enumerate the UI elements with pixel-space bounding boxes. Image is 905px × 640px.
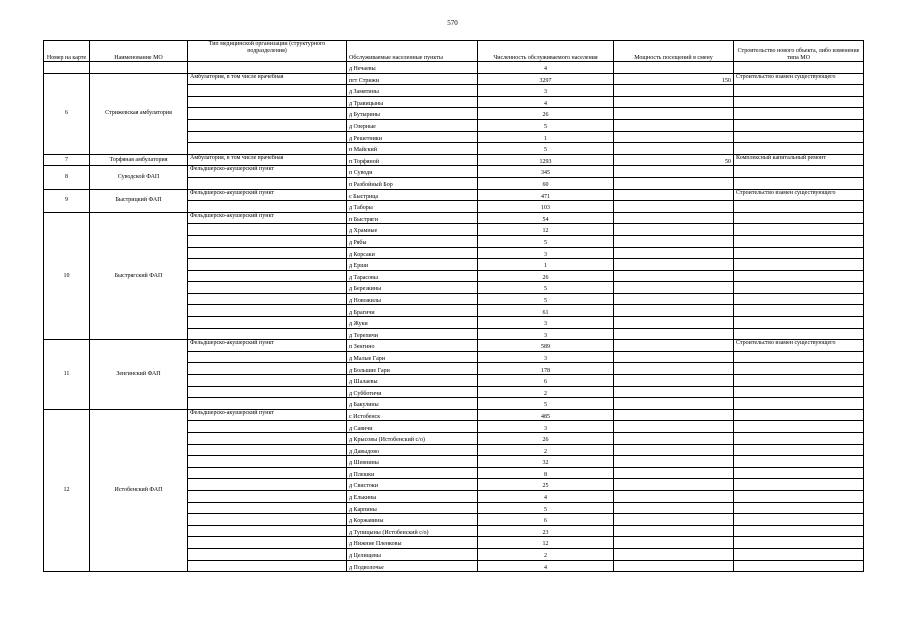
map-number-cell: 9 [44, 189, 90, 212]
settlement-cell: д Храмные [347, 224, 478, 236]
org-type-cell [188, 177, 347, 189]
capacity-cell [614, 479, 734, 491]
capacity-cell [614, 537, 734, 549]
construction-cell [734, 351, 864, 363]
construction-cell [734, 62, 864, 74]
org-type-cell: Фельдшерско-акушерский пункт [188, 340, 347, 352]
map-number-cell: 10 [44, 212, 90, 340]
map-number-cell [44, 62, 90, 74]
population-cell: 103 [478, 201, 614, 213]
construction-cell [734, 363, 864, 375]
construction-cell [734, 398, 864, 410]
settlement-cell: д Шевнины [347, 456, 478, 468]
construction-cell [734, 293, 864, 305]
population-cell: 5 [478, 119, 614, 131]
settlement-cell: п Суводи [347, 166, 478, 178]
capacity-cell [614, 259, 734, 271]
construction-cell [734, 166, 864, 178]
capacity-cell [614, 293, 734, 305]
construction-cell [734, 224, 864, 236]
settlement-cell: д Давыдово [347, 444, 478, 456]
population-cell: 2 [478, 386, 614, 398]
settlement-cell: д Плешки [347, 467, 478, 479]
settlement-cell: д Малые Гари [347, 351, 478, 363]
population-cell: 5 [478, 293, 614, 305]
settlement-cell: п Быстряги [347, 212, 478, 224]
capacity-cell [614, 398, 734, 410]
capacity-cell [614, 143, 734, 155]
construction-cell [734, 537, 864, 549]
settlement-cell: д Шалаевы [347, 375, 478, 387]
org-type-cell: Фельдшерско-акушерский пункт [188, 166, 347, 178]
header-construction: Строительство нового объекта, либо изменение типа МО [734, 41, 864, 62]
population-cell: 1293 [478, 154, 614, 166]
settlement-cell: д Замятины [347, 85, 478, 97]
org-type-cell [188, 259, 347, 271]
construction-cell [734, 201, 864, 213]
settlement-cell: д Корсаки [347, 247, 478, 259]
table-row [44, 154, 864, 166]
page-number: 570 [447, 19, 458, 27]
population-cell: 471 [478, 189, 614, 201]
settlement-cell: с Быстрица [347, 189, 478, 201]
capacity-cell [614, 467, 734, 479]
construction-cell [734, 456, 864, 468]
construction-cell [734, 502, 864, 514]
settlement-cell: д Целищевы [347, 548, 478, 560]
population-cell: 1 [478, 259, 614, 271]
construction-cell [734, 467, 864, 479]
settlement-cell: д Нечаевы [347, 62, 478, 74]
capacity-cell [614, 62, 734, 74]
settlement-cell: д Рябы [347, 235, 478, 247]
org-type-cell [188, 305, 347, 317]
settlement-cell: д Подволочье [347, 560, 478, 572]
org-type-cell [188, 108, 347, 120]
settlement-cell: п Майский [347, 143, 478, 155]
population-cell: 23 [478, 525, 614, 537]
population-cell: 3 [478, 421, 614, 433]
org-type-cell [188, 96, 347, 108]
settlement-cell: д Свистоки [347, 479, 478, 491]
medical-facilities-table [43, 40, 864, 572]
construction-cell [734, 108, 864, 120]
table-row [44, 409, 864, 421]
capacity-cell [614, 363, 734, 375]
capacity-cell: 150 [614, 73, 734, 85]
org-type-cell [188, 224, 347, 236]
mo-name-cell: Стрижевская амбулатория [90, 73, 188, 154]
construction-cell [734, 560, 864, 572]
table-row [44, 62, 864, 74]
population-cell: 8 [478, 467, 614, 479]
table-row [44, 166, 864, 178]
construction-cell [734, 177, 864, 189]
capacity-cell [614, 375, 734, 387]
org-type-cell [188, 270, 347, 282]
settlement-cell: пгт Стрижи [347, 73, 478, 85]
population-cell: 6 [478, 375, 614, 387]
header-settlements: Обслуживаемые населенные пункты [347, 41, 478, 62]
header-population: Численность обслуживаемого населения [478, 41, 614, 62]
capacity-cell [614, 131, 734, 143]
population-cell: 5 [478, 282, 614, 294]
org-type-cell [188, 479, 347, 491]
population-cell: 2 [478, 444, 614, 456]
settlement-cell: д Травицыны [347, 96, 478, 108]
capacity-cell [614, 212, 734, 224]
table-body [44, 62, 864, 572]
capacity-cell [614, 177, 734, 189]
org-type-cell [188, 235, 347, 247]
population-cell: 26 [478, 270, 614, 282]
construction-cell: Комплексный капитальный ремонт [734, 154, 864, 166]
org-type-cell [188, 490, 347, 502]
construction-cell [734, 548, 864, 560]
population-cell: 5 [478, 398, 614, 410]
construction-cell [734, 259, 864, 271]
table-row [44, 189, 864, 201]
org-type-cell: Амбулатория, в том числе врачебная [188, 154, 347, 166]
org-type-cell [188, 351, 347, 363]
population-cell: 3 [478, 351, 614, 363]
header-org-type: Тип медицинской организации (структурного подразделения) [188, 41, 347, 62]
population-cell: 26 [478, 433, 614, 445]
settlement-cell: д Тарасовы [347, 270, 478, 282]
population-cell: 2 [478, 548, 614, 560]
org-type-cell [188, 560, 347, 572]
org-type-cell: Фельдшерско-акушерский пункт [188, 409, 347, 421]
settlement-cell: д Ерши [347, 259, 478, 271]
mo-name-cell: Быстрицкий ФАП [90, 189, 188, 212]
capacity-cell [614, 456, 734, 468]
org-type-cell [188, 62, 347, 74]
org-type-cell [188, 537, 347, 549]
org-type-cell: Фельдшерско-акушерский пункт [188, 212, 347, 224]
construction-cell: Строительство взамен существующего [734, 340, 864, 352]
org-type-cell [188, 514, 347, 526]
header-capacity: Мощность посещений в смену [614, 41, 734, 62]
construction-cell [734, 490, 864, 502]
capacity-cell [614, 317, 734, 329]
header-mo-name: Наименование МО [90, 41, 188, 62]
construction-cell [734, 479, 864, 491]
capacity-cell [614, 560, 734, 572]
construction-cell: Строительство взамен существующего [734, 73, 864, 85]
settlement-cell: д Большие Гари [347, 363, 478, 375]
construction-cell [734, 305, 864, 317]
capacity-cell [614, 166, 734, 178]
settlement-cell: д Новожилы [347, 293, 478, 305]
population-cell: 3 [478, 328, 614, 340]
capacity-cell [614, 305, 734, 317]
org-type-cell [188, 85, 347, 97]
population-cell: 6 [478, 514, 614, 526]
population-cell: 4 [478, 560, 614, 572]
population-cell: 61 [478, 305, 614, 317]
mo-name-cell: Торфяная амбулатория [90, 154, 188, 166]
population-cell: 4 [478, 96, 614, 108]
settlement-cell: д Терепичи [347, 328, 478, 340]
table-row [44, 73, 864, 85]
mo-name-cell [90, 62, 188, 74]
construction-cell [734, 444, 864, 456]
construction-cell [734, 409, 864, 421]
org-type-cell [188, 131, 347, 143]
capacity-cell [614, 444, 734, 456]
capacity-cell [614, 282, 734, 294]
header-map-number: Номер на карте [44, 41, 90, 62]
population-cell: 60 [478, 177, 614, 189]
mo-name-cell: Зенгинский ФАП [90, 340, 188, 410]
capacity-cell: 50 [614, 154, 734, 166]
org-type-cell [188, 363, 347, 375]
mo-name-cell: Быстрягский ФАП [90, 212, 188, 340]
settlement-cell: д Озерные [347, 119, 478, 131]
construction-cell: Строительство взамен существующего [734, 189, 864, 201]
capacity-cell [614, 548, 734, 560]
map-number-cell: 6 [44, 73, 90, 154]
org-type-cell [188, 548, 347, 560]
population-cell: 345 [478, 166, 614, 178]
construction-cell [734, 317, 864, 329]
capacity-cell [614, 340, 734, 352]
org-type-cell [188, 328, 347, 340]
population-cell: 5 [478, 143, 614, 155]
settlement-cell: д Решетники [347, 131, 478, 143]
settlement-cell: д Бутырины [347, 108, 478, 120]
settlement-cell: д Савичи [347, 421, 478, 433]
construction-cell [734, 328, 864, 340]
org-type-cell [188, 467, 347, 479]
capacity-cell [614, 351, 734, 363]
settlement-cell: д Субботичи [347, 386, 478, 398]
construction-cell [734, 96, 864, 108]
population-cell: 3297 [478, 73, 614, 85]
capacity-cell [614, 85, 734, 97]
table-row [44, 340, 864, 352]
capacity-cell [614, 235, 734, 247]
construction-cell [734, 375, 864, 387]
settlement-cell: д Жуки [347, 317, 478, 329]
map-number-cell: 12 [44, 409, 90, 571]
org-type-cell [188, 317, 347, 329]
capacity-cell [614, 247, 734, 259]
population-cell: 178 [478, 363, 614, 375]
settlement-cell: п Торфяной [347, 154, 478, 166]
mo-name-cell: Суводской ФАП [90, 166, 188, 189]
org-type-cell [188, 119, 347, 131]
settlement-cell: д Таборы [347, 201, 478, 213]
construction-cell [734, 119, 864, 131]
org-type-cell [188, 525, 347, 537]
construction-cell [734, 85, 864, 97]
settlement-cell: д Коржавины [347, 514, 478, 526]
population-cell: 32 [478, 456, 614, 468]
settlement-cell: д Карпины [347, 502, 478, 514]
construction-cell [734, 212, 864, 224]
construction-cell [734, 235, 864, 247]
mo-name-cell: Истобенский ФАП [90, 409, 188, 571]
table-header-row [44, 41, 864, 62]
construction-cell [734, 386, 864, 398]
org-type-cell: Фельдшерско-акушерский пункт [188, 189, 347, 201]
org-type-cell: Амбулатория, в том числе врачебная [188, 73, 347, 85]
population-cell: 3 [478, 317, 614, 329]
org-type-cell [188, 502, 347, 514]
population-cell: 1 [478, 131, 614, 143]
capacity-cell [614, 96, 734, 108]
population-cell: 5 [478, 235, 614, 247]
map-number-cell: 11 [44, 340, 90, 410]
population-cell: 4 [478, 490, 614, 502]
population-cell: 12 [478, 224, 614, 236]
settlement-cell: с Истобенск [347, 409, 478, 421]
population-cell: 12 [478, 537, 614, 549]
org-type-cell [188, 282, 347, 294]
org-type-cell [188, 375, 347, 387]
population-cell: 5 [478, 502, 614, 514]
table-row [44, 212, 864, 224]
org-type-cell [188, 421, 347, 433]
construction-cell [734, 514, 864, 526]
settlement-cell: д Елькины [347, 490, 478, 502]
capacity-cell [614, 108, 734, 120]
org-type-cell [188, 386, 347, 398]
capacity-cell [614, 421, 734, 433]
settlement-cell: д Тупицыны (Истобенский с/о) [347, 525, 478, 537]
capacity-cell [614, 514, 734, 526]
construction-cell [734, 525, 864, 537]
population-cell: 3 [478, 85, 614, 97]
capacity-cell [614, 433, 734, 445]
settlement-cell: п Разбойный Бор [347, 177, 478, 189]
capacity-cell [614, 525, 734, 537]
construction-cell [734, 433, 864, 445]
capacity-cell [614, 224, 734, 236]
population-cell: 25 [478, 479, 614, 491]
capacity-cell [614, 270, 734, 282]
settlement-cell: д Бакулины [347, 398, 478, 410]
map-number-cell: 7 [44, 154, 90, 166]
construction-cell [734, 282, 864, 294]
capacity-cell [614, 328, 734, 340]
org-type-cell [188, 433, 347, 445]
capacity-cell [614, 490, 734, 502]
capacity-cell [614, 502, 734, 514]
org-type-cell [188, 398, 347, 410]
construction-cell [734, 247, 864, 259]
map-number-cell: 8 [44, 166, 90, 189]
org-type-cell [188, 143, 347, 155]
construction-cell [734, 131, 864, 143]
capacity-cell [614, 386, 734, 398]
capacity-cell [614, 189, 734, 201]
population-cell: 3 [478, 247, 614, 259]
construction-cell [734, 270, 864, 282]
population-cell: 4 [478, 62, 614, 74]
population-cell: 54 [478, 212, 614, 224]
construction-cell [734, 143, 864, 155]
settlement-cell: д Крысовы (Истобенский с/о) [347, 433, 478, 445]
population-cell: 26 [478, 108, 614, 120]
org-type-cell [188, 247, 347, 259]
construction-cell [734, 421, 864, 433]
org-type-cell [188, 201, 347, 213]
capacity-cell [614, 119, 734, 131]
capacity-cell [614, 409, 734, 421]
population-cell: 589 [478, 340, 614, 352]
org-type-cell [188, 444, 347, 456]
settlement-cell: п Зенгино [347, 340, 478, 352]
org-type-cell [188, 293, 347, 305]
settlement-cell: д Березкины [347, 282, 478, 294]
org-type-cell [188, 456, 347, 468]
settlement-cell: д Нижние Пленковы [347, 537, 478, 549]
settlement-cell: д Брагичи [347, 305, 478, 317]
capacity-cell [614, 201, 734, 213]
population-cell: 485 [478, 409, 614, 421]
